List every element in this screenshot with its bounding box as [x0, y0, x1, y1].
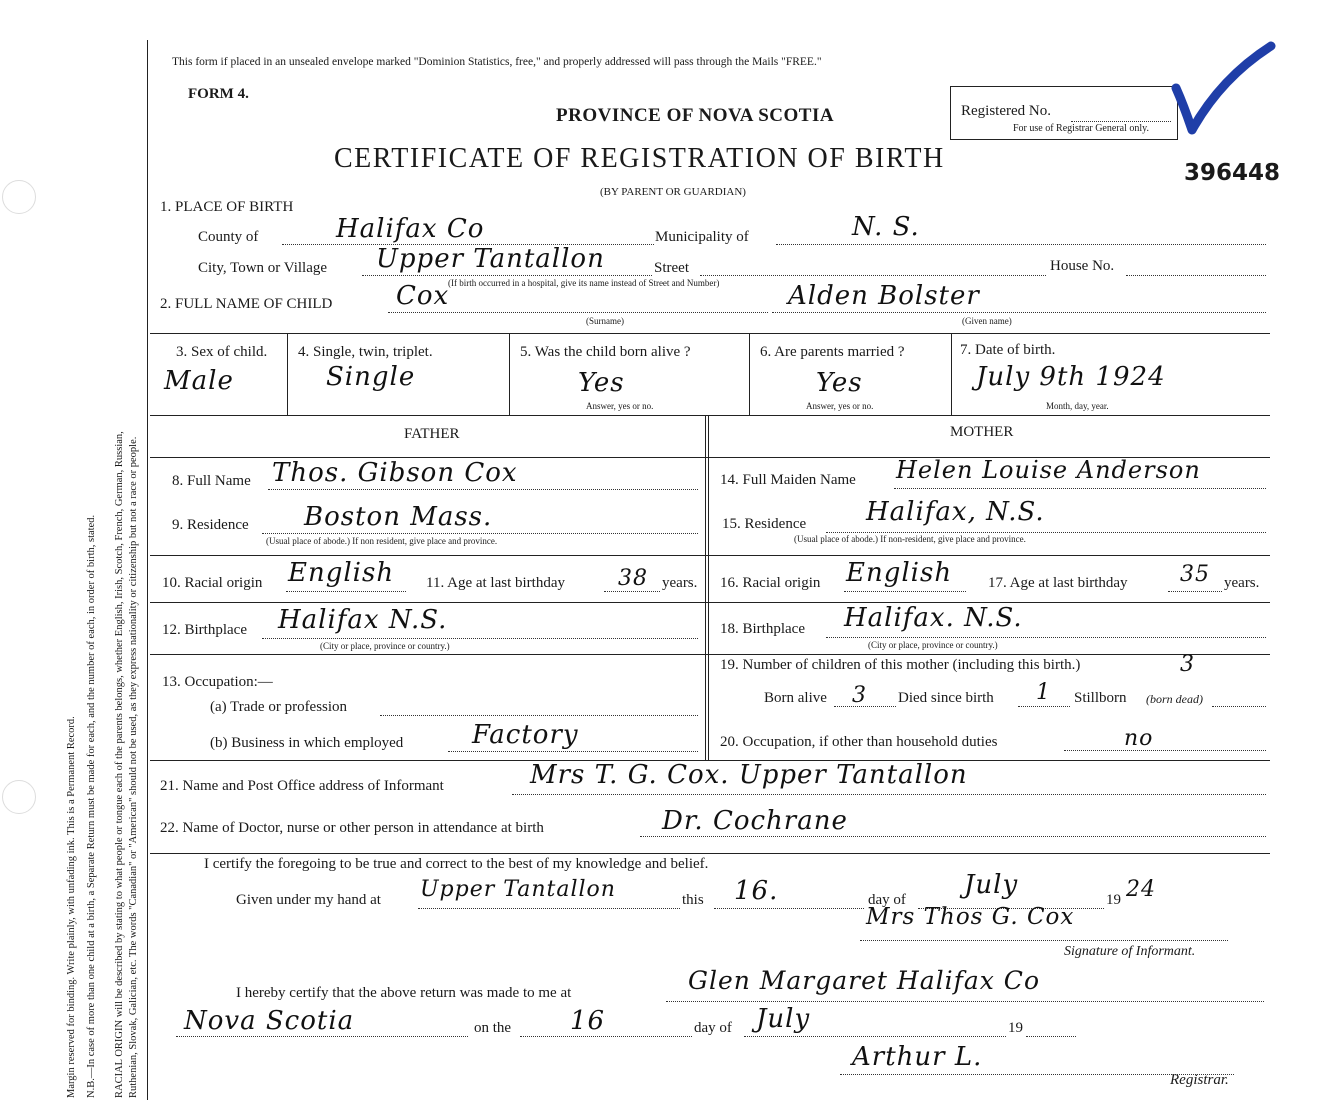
dob-value: July 9th 1924 [976, 362, 1166, 392]
mother-age-label: 17. Age at last birthday [988, 575, 1128, 591]
stamp-number: 396448 [1184, 160, 1281, 186]
registered-number-box [950, 86, 1178, 140]
subtitle: (BY PARENT OR GUARDIAN) [600, 186, 746, 198]
divider [150, 654, 1270, 655]
divider [150, 853, 1270, 854]
day-of-label: day of [868, 892, 906, 908]
plurality-label: 4. Single, twin, triplet. [298, 344, 433, 360]
informant-year: 24 [1126, 877, 1156, 902]
mother-residence-note: (Usual place of abode.) If non-resident, give place and province. [794, 534, 1026, 544]
father-heading: FATHER [404, 426, 460, 442]
registrar-signature: Arthur L. [852, 1042, 983, 1072]
mother-residence-label: 15. Residence [722, 516, 807, 532]
registrar-place: Glen Margaret Halifax Co [688, 966, 1040, 995]
mother-race: English [846, 558, 953, 588]
born-alive-value: Yes [578, 368, 625, 398]
informant-signature-label: Signature of Informant. [1064, 944, 1196, 959]
mother-residence: Halifax, N.S. [866, 497, 1045, 527]
mother-name: Helen Louise Anderson [896, 456, 1201, 484]
married-label: 6. Are parents married ? [760, 344, 905, 360]
mother-occupation: no [1124, 726, 1154, 751]
business-label: (b) Business in which employed [210, 735, 404, 751]
father-birthplace-label: 12. Birthplace [162, 622, 247, 638]
mother-birthplace: Halifax. N.S. [844, 603, 1023, 633]
registrar-province: Nova Scotia [184, 1006, 355, 1036]
doctor-label: 22. Name of Doctor, nurse or other person in attendance at birth [160, 820, 544, 836]
born-alive-count: 3 [852, 683, 867, 708]
year-prefix: 19 [1106, 892, 1121, 908]
given-note: (Given name) [962, 316, 1012, 326]
binding-hole [2, 780, 36, 814]
informant-value: Mrs T. G. Cox. Upper Tantallon [530, 760, 968, 790]
child-name-label: 2. FULL NAME OF CHILD [160, 296, 333, 312]
given-under-label: Given under my hand at [236, 892, 381, 908]
born-alive-count-label: Born alive [764, 690, 827, 706]
plurality-value: Single [326, 362, 416, 392]
trade-label: (a) Trade or profession [210, 699, 348, 715]
divider [150, 415, 1270, 416]
children-count-label: 19. Number of children of this mother (including this birth.) [720, 657, 1081, 673]
born-alive-label: 5. Was the child born alive ? [520, 344, 691, 360]
county-label: County of [198, 229, 259, 245]
county-value: Halifax Co [336, 214, 485, 244]
registered-label: Registered No. [961, 103, 1051, 119]
father-age-unit: years. [662, 575, 698, 591]
child-given-name: Alden Bolster [788, 281, 980, 311]
registrar-month: July [756, 1004, 811, 1034]
divider [509, 333, 510, 415]
province-heading: PROVINCE OF NOVA SCOTIA [556, 105, 835, 126]
municipality-value: N. S. [852, 212, 920, 242]
municipality-label: Municipality of [655, 229, 749, 245]
registrar-signature-label: Registrar. [1170, 1072, 1229, 1088]
informant-month: July [964, 870, 1019, 900]
divider [150, 602, 1270, 603]
father-birthplace-note: (City or place, province or country.) [320, 641, 450, 651]
father-race-label: 10. Racial origin [162, 575, 263, 591]
informant-place: Upper Tantallon [420, 877, 616, 902]
sex-value: Male [164, 366, 234, 396]
informant-label: 21. Name and Post Office address of Informant [160, 778, 444, 794]
place-label: 1. PLACE OF BIRTH [160, 199, 294, 215]
stillborn-note: (born dead) [1146, 692, 1203, 706]
father-name-label: 8. Full Name [172, 473, 251, 489]
city-label: City, Town or Village [198, 260, 328, 276]
form-number: FORM 4. [188, 86, 249, 102]
born-alive-note: Answer, yes or no. [586, 401, 654, 411]
died-label: Died since birth [898, 690, 994, 706]
registrar-day-of-label: day of [694, 1020, 732, 1036]
informant-day: 16. [734, 876, 779, 906]
margin-note-4: Ruthenian, Slovak, Galician, etc. The words "Canadian" or "American" should not be used, as they express nationality or citizenship but not a race or people. [128, 436, 139, 1098]
margin-note-1: Margin reserved for binding. Write plainly, with unfading ink. This is a Permanent Record. [66, 716, 77, 1098]
doctor-value: Dr. Cochrane [662, 806, 848, 836]
binding-hole [2, 180, 36, 214]
informant-signature: Mrs Thos G. Cox [866, 904, 1075, 930]
divider [150, 333, 1270, 334]
occupation-label: 13. Occupation:— [162, 674, 273, 690]
sex-label: 3. Sex of child. [176, 344, 268, 360]
mother-age-unit: years. [1224, 575, 1260, 591]
mother-birthplace-label: 18. Birthplace [720, 621, 805, 637]
on-the-label: on the [474, 1020, 512, 1036]
registrar-use-note: For use of Registrar General only. [1013, 123, 1149, 134]
father-name: Thos. Gibson Cox [272, 458, 518, 488]
margin-note-2: N.B.—In case of more than one child at a birth, a Separate Return must be made for each, and the number of each, in order of birth, stated. [86, 514, 97, 1098]
father-residence-note: (Usual place of abode.) If non resident, give place and province. [266, 536, 498, 546]
mother-age: 35 [1180, 562, 1210, 587]
mother-heading: MOTHER [950, 424, 1014, 440]
died-count: 1 [1036, 680, 1051, 705]
father-birthplace: Halifax N.S. [278, 605, 448, 635]
hospital-note: (If birth occurred in a hospital, give its name instead of Street and Number) [448, 278, 720, 288]
certify-statement: I certify the foregoing to be true and correct to the best of my knowledge and belief. [204, 856, 709, 872]
father-age-label: 11. Age at last birthday [426, 575, 565, 591]
check-mark-icon [1166, 38, 1278, 138]
registrar-day: 16 [570, 1006, 606, 1036]
this-label: this [682, 892, 704, 908]
margin-rule [147, 40, 148, 1100]
divider [287, 333, 288, 415]
dob-label: 7. Date of birth. [960, 342, 1056, 358]
father-residence-label: 9. Residence [172, 517, 249, 533]
surname-note: (Surname) [586, 316, 624, 326]
married-note: Answer, yes or no. [806, 401, 874, 411]
business-value: Factory [472, 720, 579, 750]
father-race: English [288, 558, 395, 588]
divider [749, 333, 750, 415]
father-age: 38 [618, 566, 648, 591]
mother-name-label: 14. Full Maiden Name [720, 472, 856, 488]
binding-margin [4, 8, 142, 1098]
page-title: CERTIFICATE OF REGISTRATION OF BIRTH [334, 143, 945, 174]
divider [150, 555, 1270, 556]
child-surname: Cox [396, 281, 450, 311]
street-label: Street [654, 260, 689, 276]
children-count: 3 [1180, 652, 1195, 677]
margin-note-3: RACIAL ORIGIN will be described by stating to what people or tongue each of the parents belongs, whether English, Irish, Scotch, French, German, Russian, [114, 431, 125, 1098]
father-residence: Boston Mass. [304, 502, 493, 532]
married-value: Yes [816, 368, 863, 398]
stillborn-label: Stillborn [1074, 690, 1127, 706]
registrar-year-prefix: 19 [1008, 1020, 1023, 1036]
dob-note: Month, day, year. [1046, 401, 1109, 411]
mailing-notice: This form if placed in an unsealed envelope marked "Dominion Statistics, free," and properly addressed will pass through the Mails "FREE." [172, 56, 822, 68]
mother-birthplace-note: (City or place, province or country.) [868, 640, 998, 650]
mother-occupation-label: 20. Occupation, if other than household duties [720, 734, 998, 750]
mother-race-label: 16. Racial origin [720, 575, 821, 591]
registrar-statement: I hereby certify that the above return was made to me at [236, 985, 572, 1001]
house-label: House No. [1050, 258, 1115, 274]
divider [951, 333, 952, 415]
city-value: Upper Tantallon [376, 244, 605, 274]
divider [705, 415, 709, 760]
